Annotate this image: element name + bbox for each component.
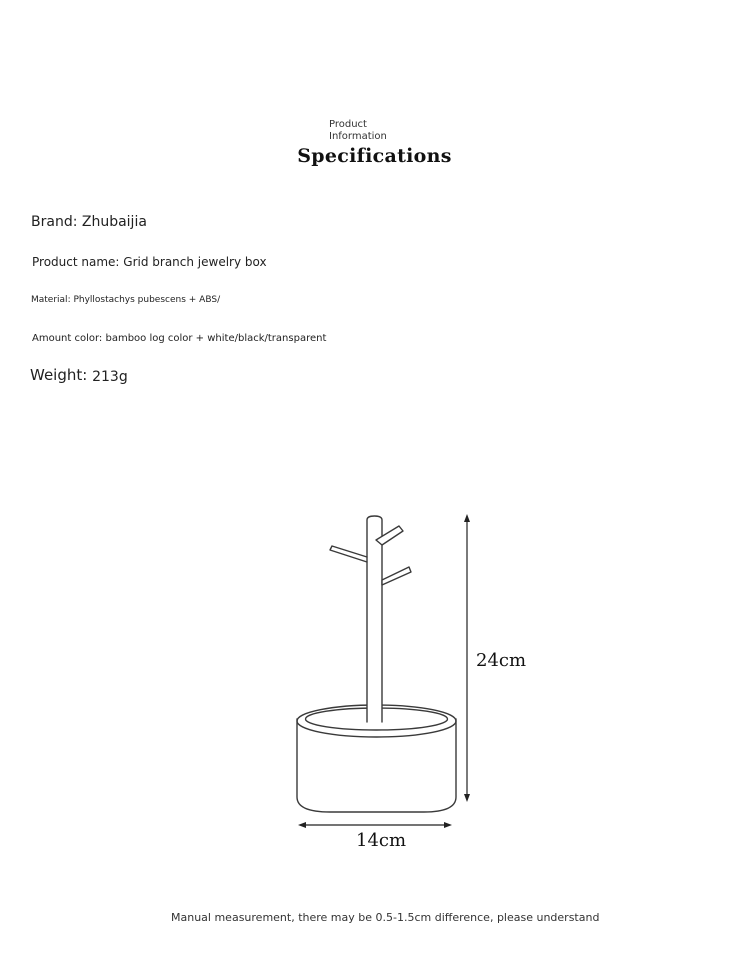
spec-material: Material: Phyllostachys pubescens + ABS/ — [31, 295, 221, 305]
measurement-note: Manual measurement, there may be 0.5-1.5cm difference, please understand — [171, 911, 600, 924]
product-kicker-line-1: Product — [329, 119, 367, 130]
spec-color: Amount color: bamboo log color + white/black/transparent — [32, 333, 327, 344]
spec-weight — [30, 366, 128, 384]
product-kicker — [329, 119, 387, 143]
page-title: Specifications — [297, 145, 452, 167]
jewelry-tree-icon — [297, 516, 456, 812]
height-dimension-arrow — [464, 514, 470, 802]
branch-right-upper — [376, 526, 403, 545]
base-rim-outer — [297, 705, 456, 737]
spec-product-name: Product name: Grid branch jewelry box — [32, 255, 267, 269]
branch-left — [330, 546, 367, 562]
width-dimension-arrow — [298, 822, 452, 828]
spec-weight-label: Weight: — [30, 366, 88, 384]
width-label: 14cm — [356, 830, 407, 851]
product-kicker-line-2: Information — [329, 131, 387, 142]
bottom-clip — [0, 926, 749, 954]
spec-brand: Brand: Zhubaijia — [31, 214, 147, 230]
spec-weight-value: 213g — [92, 369, 128, 385]
height-label: 24cm — [476, 650, 527, 671]
branch-right-lower — [382, 567, 411, 585]
trunk — [367, 516, 382, 722]
base-body — [297, 719, 456, 812]
base-rim-inner — [306, 708, 448, 730]
